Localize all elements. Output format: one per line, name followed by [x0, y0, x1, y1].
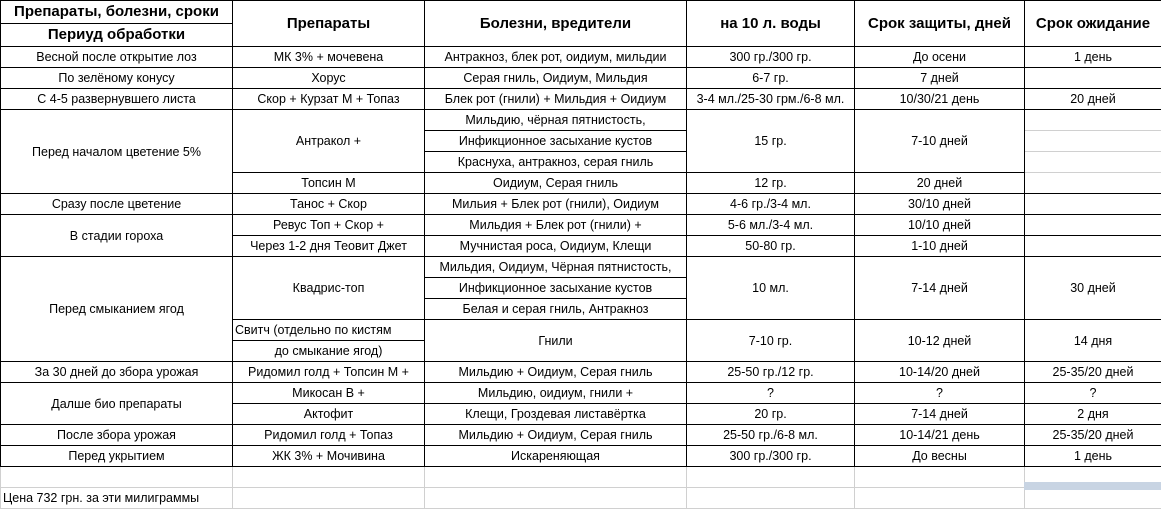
- prep-cell: Ридомил голд + Топаз: [233, 425, 425, 446]
- waiting-cell: 30 дней: [1025, 257, 1161, 320]
- footer-row: [1, 488, 1161, 509]
- prep-cell: Скор + Курзат М + Топаз: [233, 89, 425, 110]
- disease-cell: Инфикционное засыхание кустов: [425, 278, 687, 299]
- prep-cell: Через 1-2 дня Теовит Джет: [233, 236, 425, 257]
- protection-cell: 10/10 дней: [855, 215, 1025, 236]
- table-row: [1, 215, 1161, 236]
- waiting-cell: [1025, 173, 1161, 194]
- waiting-cell: 14 дня: [1025, 320, 1161, 362]
- disease-cell: Гнили: [425, 320, 687, 362]
- protection-cell: 7-14 дней: [855, 257, 1025, 320]
- table-row: [1, 47, 1161, 68]
- table-row: [1, 362, 1161, 383]
- selection-corner: [1024, 482, 1161, 490]
- protection-cell: До весны: [855, 446, 1025, 467]
- dose-cell: 300 гр./300 гр.: [687, 47, 855, 68]
- protection-cell: ?: [855, 383, 1025, 404]
- disease-cell: Инфикционное засыхание кустов: [425, 131, 687, 152]
- table-row: [1, 194, 1161, 215]
- disease-cell: Белая и серая гниль, Антракноз: [425, 299, 687, 320]
- dose-cell: 3-4 мл./25-30 грм./6-8 мл.: [687, 89, 855, 110]
- protection-cell: 10/30/21 день: [855, 89, 1025, 110]
- waiting-cell: [1025, 236, 1161, 257]
- table-row: [1, 89, 1161, 110]
- disease-cell: Мильдию, оидиум, гнили +: [425, 383, 687, 404]
- protection-cell: 7-10 дней: [855, 110, 1025, 173]
- prep-cell: Квадрис-топ: [233, 257, 425, 320]
- waiting-cell: [1025, 215, 1161, 236]
- waiting-cell: [1025, 194, 1161, 215]
- prep-cell: Микосан В +: [233, 383, 425, 404]
- waiting-cell: ?: [1025, 383, 1161, 404]
- dose-cell: 7-10 гр.: [687, 320, 855, 362]
- disease-cell: Мильия + Блек рот (гнили), Оидиум: [425, 194, 687, 215]
- period-cell: С 4-5 развернувшего листа: [1, 89, 233, 110]
- prep-cell: ЖК 3% + Мочивина: [233, 446, 425, 467]
- disease-cell: Мильдия + Блек рот (гнили) +: [425, 215, 687, 236]
- disease-cell: Искареняющая: [425, 446, 687, 467]
- waiting-cell: 20 дней: [1025, 89, 1161, 110]
- disease-cell: Клещи, Гроздевая листавёртка: [425, 404, 687, 425]
- prep-cell: Ревус Топ + Скор +: [233, 215, 425, 236]
- period-cell: В стадии гороха: [1, 215, 233, 257]
- protection-cell: До осени: [855, 47, 1025, 68]
- dose-cell: 4-6 гр./3-4 мл.: [687, 194, 855, 215]
- prep-cell: Свитч (отдельно по кистям: [233, 320, 425, 341]
- protection-cell: 1-10 дней: [855, 236, 1025, 257]
- period-cell: Сразу после цветение: [1, 194, 233, 215]
- dose-cell: ?: [687, 383, 855, 404]
- period-cell: Перед началом цветение 5%: [1, 110, 233, 194]
- header-waiting: Срок ожидание: [1025, 1, 1161, 47]
- table-row: [1, 446, 1161, 467]
- prep-cell: Хорус: [233, 68, 425, 89]
- prep-cell: Актофит: [233, 404, 425, 425]
- waiting-cell: 25-35/20 дней: [1025, 425, 1161, 446]
- disease-cell: Мильдию, чёрная пятнистость,: [425, 110, 687, 131]
- disease-cell: Краснуха, антракноз, серая гниль: [425, 152, 687, 173]
- header-dose: на 10 л. воды: [687, 1, 855, 47]
- dose-cell: 20 гр.: [687, 404, 855, 425]
- header-period: Периуд обработки: [1, 24, 233, 47]
- waiting-cell: 1 день: [1025, 446, 1161, 467]
- protection-cell: 30/10 дней: [855, 194, 1025, 215]
- dose-cell: 300 гр./300 гр.: [687, 446, 855, 467]
- protection-cell: 7-14 дней: [855, 404, 1025, 425]
- disease-cell: Блек рот (гнили) + Мильдия + Оидиум: [425, 89, 687, 110]
- waiting-cell: 1 день: [1025, 47, 1161, 68]
- header-preparations: Препараты: [233, 1, 425, 47]
- prep-cell: Антракол +: [233, 110, 425, 173]
- waiting-cell: [1025, 110, 1161, 131]
- prep-cell: Топсин М: [233, 173, 425, 194]
- period-cell: Перед укрытием: [1, 446, 233, 467]
- disease-cell: Серая гниль, Оидиум, Мильдия: [425, 68, 687, 89]
- header-protection: Срок защиты, дней: [855, 1, 1025, 47]
- dose-cell: 5-6 мл./3-4 мл.: [687, 215, 855, 236]
- table-row: [1, 68, 1161, 89]
- period-cell: Перед смыканием ягод: [1, 257, 233, 362]
- period-cell: По зелёному конусу: [1, 68, 233, 89]
- dose-cell: 25-50 гр./6-8 мл.: [687, 425, 855, 446]
- protection-cell: 20 дней: [855, 173, 1025, 194]
- table-row: [1, 425, 1161, 446]
- table-row: [1, 383, 1161, 404]
- waiting-cell: 25-35/20 дней: [1025, 362, 1161, 383]
- period-cell: За 30 дней до збора урожая: [1, 362, 233, 383]
- disease-cell: Антракноз, блек рот, оидиум, мильдии: [425, 47, 687, 68]
- disease-cell: Мильдия, Оидиум, Чёрная пятнистость,: [425, 257, 687, 278]
- header-top-left: Препараты, болезни, сроки: [1, 1, 233, 24]
- disease-cell: Мильдию + Оидиум, Серая гниль: [425, 362, 687, 383]
- dose-cell: 6-7 гр.: [687, 68, 855, 89]
- protection-cell: 10-14/21 день: [855, 425, 1025, 446]
- prep-cell: Танос + Скор: [233, 194, 425, 215]
- dose-cell: 15 гр.: [687, 110, 855, 173]
- blank-row: [1, 467, 1161, 488]
- period-cell: Далше био препараты: [1, 383, 233, 425]
- period-cell: Весной после открытие лоз: [1, 47, 233, 68]
- dose-cell: 10 мл.: [687, 257, 855, 320]
- waiting-cell: [1025, 68, 1161, 89]
- prep-cell: до смыкание ягод): [233, 341, 425, 362]
- price-note: Цена 732 грн. за эти милиграммы: [1, 488, 233, 509]
- table-row: [1, 257, 1161, 278]
- disease-cell: Мильдию + Оидиум, Серая гниль: [425, 425, 687, 446]
- header-diseases: Болезни, вредители: [425, 1, 687, 47]
- waiting-cell: [1025, 152, 1161, 173]
- disease-cell: Мучнистая роса, Оидиум, Клещи: [425, 236, 687, 257]
- protection-cell: 7 дней: [855, 68, 1025, 89]
- disease-cell: Оидиум, Серая гниль: [425, 173, 687, 194]
- prep-cell: МК 3% + мочевена: [233, 47, 425, 68]
- dose-cell: 50-80 гр.: [687, 236, 855, 257]
- protection-cell: 10-12 дней: [855, 320, 1025, 362]
- dose-cell: 12 гр.: [687, 173, 855, 194]
- table-row: [1, 110, 1161, 131]
- prep-cell: Ридомил голд + Топсин М +: [233, 362, 425, 383]
- waiting-cell: 2 дня: [1025, 404, 1161, 425]
- waiting-cell: [1025, 131, 1161, 152]
- period-cell: После збора урожая: [1, 425, 233, 446]
- protection-cell: 10-14/20 дней: [855, 362, 1025, 383]
- dose-cell: 25-50 гр./12 гр.: [687, 362, 855, 383]
